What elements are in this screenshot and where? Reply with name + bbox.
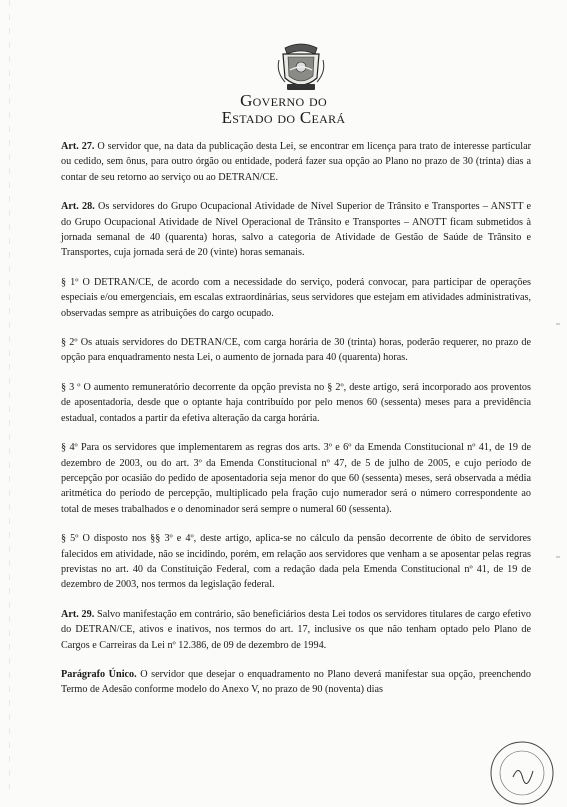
paragraph-number: § 1º bbox=[61, 276, 79, 288]
paragraph-text: O aumento remuneratório decorrente da opção prevista no § 2º, deste artigo, será incorporado aos proventos de aposentadoria, desde que o optante haja contribuído por pelo menos 60 (sessenta) meses para a previdência estadual, contados a partir da efetiva alteração da carga horária. bbox=[61, 381, 531, 424]
article-29 bbox=[61, 607, 531, 653]
article-28 bbox=[61, 199, 531, 261]
article-number: Art. 29. bbox=[61, 608, 95, 620]
margin-annotation: ı bbox=[554, 323, 561, 325]
paragraph-text: O servidor que desejar o enquadramento no Plano deverá manifestar sua opção, preenchendo Termo de Adesão conforme modelo do Anexo V, no prazo de 90 (noventa) dias bbox=[61, 668, 531, 696]
paragraph-number: § 3 º bbox=[61, 381, 81, 393]
article-number: Art. 28. bbox=[61, 201, 95, 213]
article-number: Art. 27. bbox=[61, 141, 95, 152]
paragraph-5 bbox=[61, 531, 531, 593]
paragraph-3 bbox=[61, 380, 531, 426]
paragraph-number: § 2º bbox=[61, 337, 78, 349]
paragraph-text: Para os servidores que implementarem as regras dos arts. 3º e 6º da Emenda Constitucional nº 41, de 19 de dezembro de 2003, ou do art. 3º da Emenda Constitucional nº 47, de 5 de julho de 2005, e cujo período de percepção por ocasião do pedido de aposentadoria seja menor do que 60 (sessenta) meses, será observada a média aritmética do período de percepção, multiplicado pela fração cujo numerador será o número correspondente ao total de meses trabalhados e o denominador será sempre o numeral 60 (sessenta). bbox=[61, 442, 531, 515]
state-coat-of-arms-icon bbox=[273, 40, 329, 96]
paragraph-4 bbox=[61, 440, 531, 517]
paragraph-number: § 4º bbox=[61, 442, 78, 454]
article-text: O servidor que, na data da publicação desta Lei, se encontrar em licença para trato de interesse particular ou cedido, sem ônus, para outro órgão ou entidade, poderá fazer sua opção ao Plano no prazo de 30 (trinta) dias a contar de seu retorno ao serviço ou ao DETRAN/CE. bbox=[61, 141, 531, 183]
article-27 bbox=[61, 139, 531, 185]
paragraph-heading: Parágrafo Único. bbox=[61, 668, 137, 680]
paragraph-text: O disposto nos §§ 3º e 4º, deste artigo, aplica-se no cálculo da pensão decorrente de óbito de servidores falecidos em atividade, não se incidindo, porém, em relação aos servidores que venham a se aposentar pelas regras previstas no art. 40 da Constituição Federal, com a redação dada pela Emenda Constitucional nº 41, de 19 de dezembro de 2003, nos termos da legislação federal. bbox=[61, 533, 531, 591]
paragraph-1 bbox=[61, 275, 531, 321]
article-text: Salvo manifestação em contrário, são beneficiários desta Lei todos os servidores titulares de cargo efetivo do DETRAN/CE, ativos e inativos, nos termos do art. 17, inclusive os que não tenham optado pelo Plano de Cargos e Carreiras da Lei nº 12.386, de 09 de dezembro de 1994. bbox=[61, 608, 531, 651]
government-title-line1: Governo do bbox=[240, 91, 327, 110]
official-stamp-icon bbox=[485, 733, 559, 807]
margin-annotation: ı bbox=[554, 556, 561, 558]
paragraph-text: Os atuais servidores do DETRAN/CE, com carga horária de 30 (trinta) horas, poderão requerer, no prazo de opção para enquadramento nesta Lei, o aumento de jornada para 40 (quarenta) horas. bbox=[61, 337, 531, 364]
sole-paragraph bbox=[61, 667, 531, 698]
document-body bbox=[61, 139, 531, 712]
paragraph-number: § 5º bbox=[61, 533, 79, 545]
article-text: Os servidores do Grupo Ocupacional Atividade de Nível Superior de Trânsito e Transportes – ANSTT e do Grupo Ocupacional Atividade de Nível Operacional de Trânsito e Transportes – ANOTT ficam submetidos à jornada semanal de 40 (quarenta) horas, salvo a categoria de Atividade de Gestão de Saúde de Trânsito e Transportes, cuja jornada será de 20 (vinte) horas semanais. bbox=[61, 201, 531, 259]
paragraph-2 bbox=[61, 335, 531, 366]
paragraph-text: O DETRAN/CE, de acordo com a necessidade do serviço, poderá convocar, para participar de operações especiais e/ou emergenciais, em escalas extraordinárias, seus servidores que estejam em atividades administrativas, observadas sempre as atribuições do cargo ocupado. bbox=[61, 276, 531, 319]
government-title-line2: Estado do Ceará bbox=[221, 108, 346, 127]
